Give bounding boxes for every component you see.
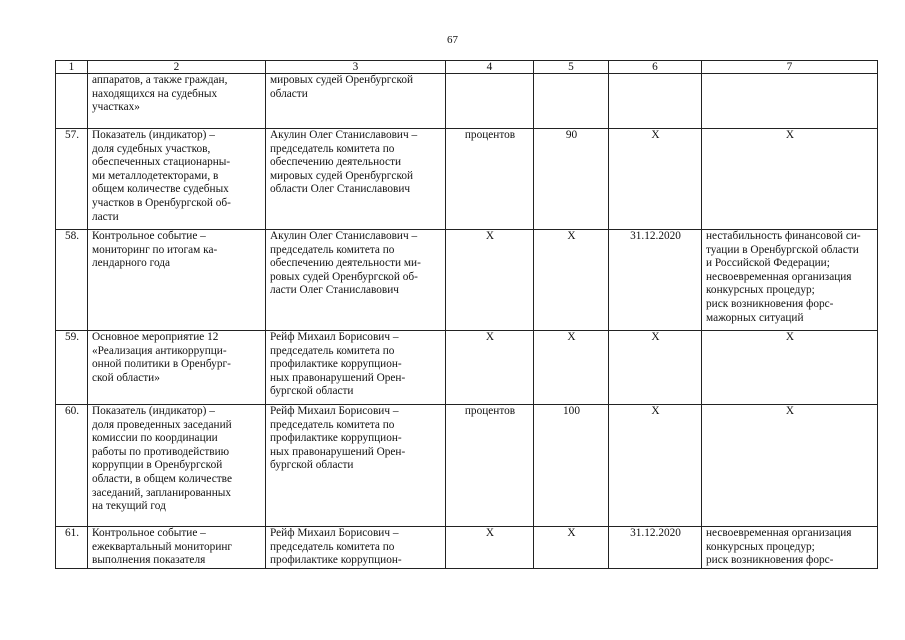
row-risk: X — [702, 129, 878, 230]
row-responsible: мировых судей Оренбургской области — [266, 74, 446, 129]
row-date — [609, 74, 702, 129]
table-row — [56, 527, 878, 569]
col-header-2: 2 — [88, 61, 266, 74]
row-unit: процентов — [446, 405, 534, 527]
col-header-6: 6 — [609, 61, 702, 74]
row-responsible: Рейф Михаил Борисович – председатель комитета по профилактике коррупцион- ных правонарушений Орен- бургской области — [266, 331, 446, 405]
row-number: 58. — [56, 230, 88, 331]
row-responsible: Рейф Михаил Борисович – председатель комитета по профилактике коррупцион- ных правонарушений Орен- бургской области — [266, 405, 446, 527]
row-responsible: Акулин Олег Станиславович – председатель комитета по обеспечению деятельности мировых судей Оренбургской области Олег Станиславович — [266, 129, 446, 230]
row-risk: несвоевременная организация конкурсных процедур; риск возникновения форс- — [702, 527, 878, 569]
row-number — [56, 74, 88, 129]
row-value: 100 — [534, 405, 609, 527]
plan-table — [55, 60, 878, 569]
row-value — [534, 74, 609, 129]
row-unit: X — [446, 230, 534, 331]
row-number: 60. — [56, 405, 88, 527]
col-header-5: 5 — [534, 61, 609, 74]
row-name: Контрольное событие – ежеквартальный мониторинг выполнения показателя — [88, 527, 266, 569]
row-value: X — [534, 230, 609, 331]
row-name: Основное мероприятие 12 «Реализация антикоррупци- онной политики в Оренбург- ской области» — [88, 331, 266, 405]
table-row — [56, 331, 878, 405]
row-unit: X — [446, 331, 534, 405]
row-unit: процентов — [446, 129, 534, 230]
row-date: 31.12.2020 — [609, 230, 702, 331]
row-risk: нестабильность финансовой си- туации в Оренбургской области и Российской Федерации; несвоевременная организация конкурсных процедур; риск возникновения форс- мажорных ситуаций — [702, 230, 878, 331]
col-header-7: 7 — [702, 61, 878, 74]
row-unit — [446, 74, 534, 129]
row-risk: X — [702, 331, 878, 405]
row-date: X — [609, 129, 702, 230]
col-header-4: 4 — [446, 61, 534, 74]
row-number: 59. — [56, 331, 88, 405]
row-name: Показатель (индикатор) – доля судебных участков, обеспеченных стационарны- ми металлодетекторами, в общем количестве судебных участков в Оренбургской об- ласти — [88, 129, 266, 230]
table-row — [56, 230, 878, 331]
row-risk: X — [702, 405, 878, 527]
row-date: X — [609, 405, 702, 527]
row-date: 31.12.2020 — [609, 527, 702, 569]
row-date: X — [609, 331, 702, 405]
row-name: Показатель (индикатор) – доля проведенных заседаний комиссии по координации работы по противодействию коррупции в Оренбургской области, в общем количестве заседаний, запланированных на текущий год — [88, 405, 266, 527]
row-name: Контрольное событие – мониторинг по итогам ка- лендарного года — [88, 230, 266, 331]
row-value: X — [534, 527, 609, 569]
row-number: 57. — [56, 129, 88, 230]
col-header-3: 3 — [266, 61, 446, 74]
row-responsible: Акулин Олег Станиславович – председатель комитета по обеспечению деятельности ми- ровых судей Оренбургской об- ласти Олег Станиславович — [266, 230, 446, 331]
table-row — [56, 129, 878, 230]
row-name: аппаратов, а также граждан, находящихся на судебных участках» — [88, 74, 266, 129]
table-row — [56, 405, 878, 527]
col-header-1: 1 — [56, 61, 88, 74]
row-responsible: Рейф Михаил Борисович – председатель комитета по профилактике коррупцион- — [266, 527, 446, 569]
row-value: 90 — [534, 129, 609, 230]
header-row — [56, 61, 878, 74]
row-risk — [702, 74, 878, 129]
row-unit: X — [446, 527, 534, 569]
page-number: 67 — [447, 34, 458, 46]
row-value: X — [534, 331, 609, 405]
table-row — [56, 74, 878, 129]
row-number: 61. — [56, 527, 88, 569]
